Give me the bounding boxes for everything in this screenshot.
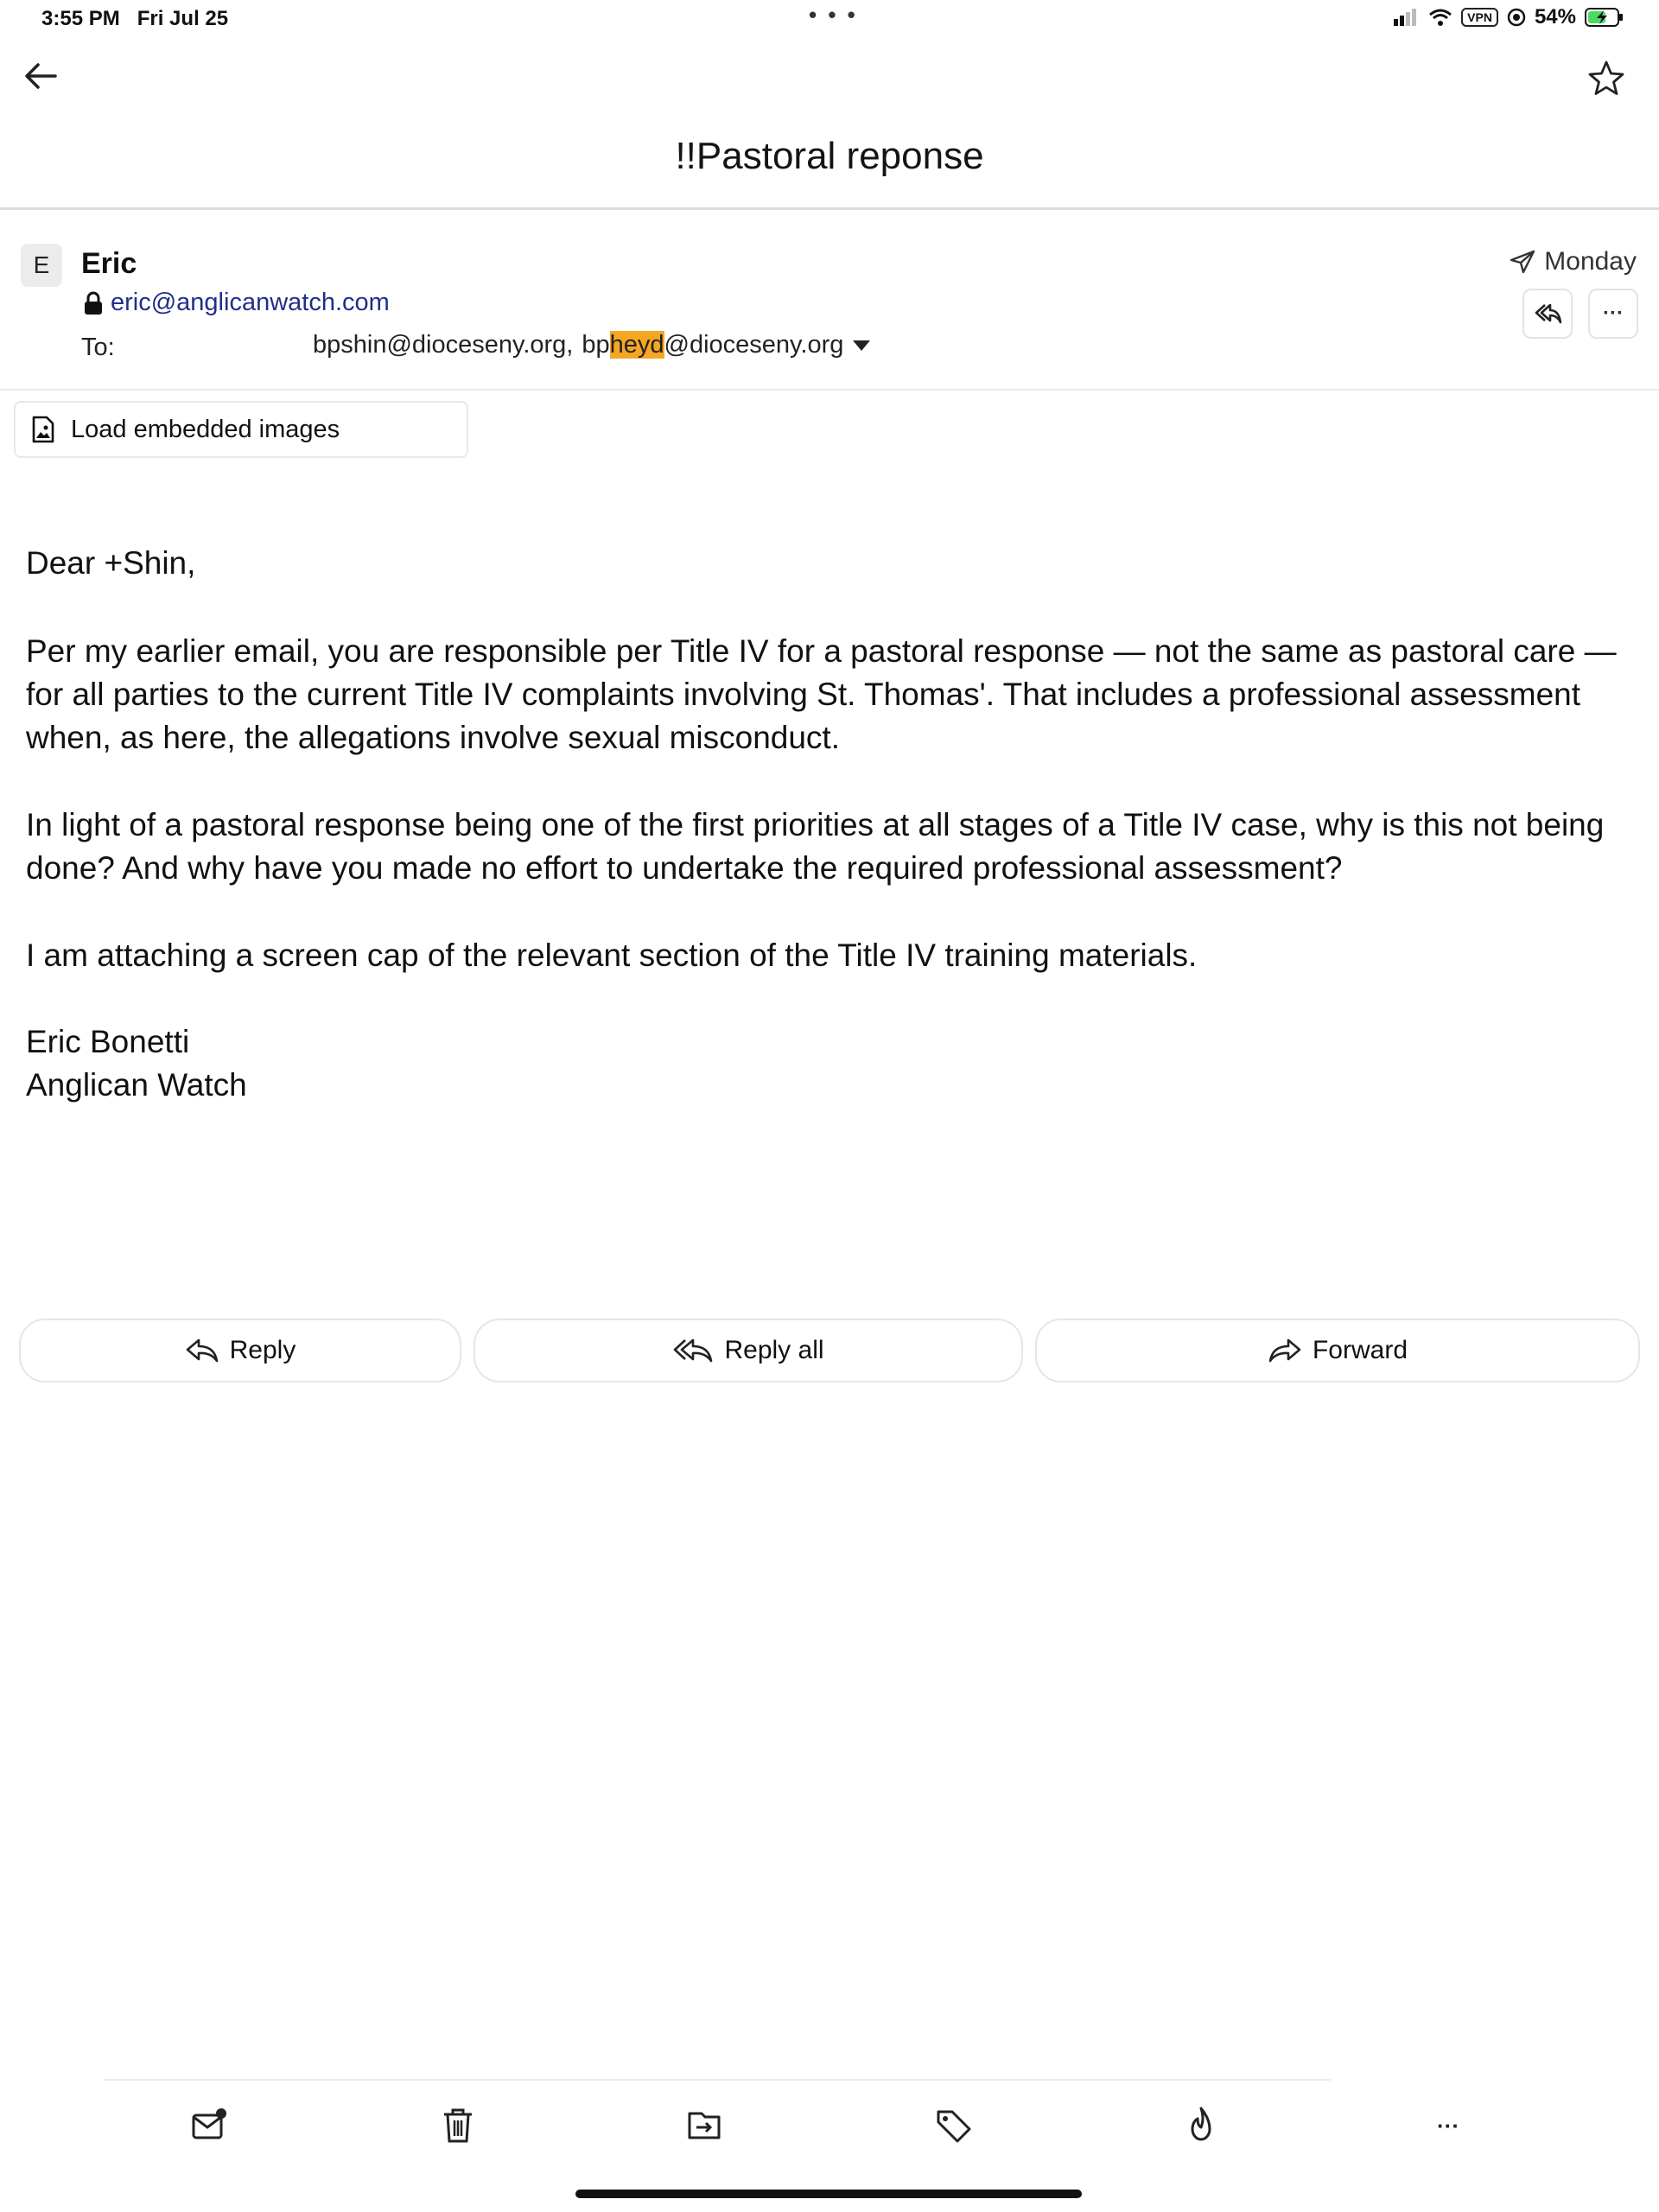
recipient-2-suffix: @dioceseny.org	[664, 331, 844, 359]
flame-icon[interactable]	[1179, 2103, 1224, 2148]
header-divider	[0, 207, 1659, 210]
sender-name[interactable]: Eric	[81, 247, 137, 280]
sender-email[interactable]	[83, 289, 390, 317]
recipient-2-highlight: heyd	[609, 331, 664, 359]
forward-icon	[1268, 1337, 1302, 1364]
reply-all-icon	[1533, 302, 1562, 326]
sender-divider	[0, 389, 1659, 391]
home-indicator[interactable]	[575, 2190, 1082, 2198]
sender-email-text[interactable]: eric@anglicanwatch.com	[111, 289, 390, 316]
body-paragraph-3: I am attaching a screen cap of the relevant section of the Title IV training materials.	[26, 938, 1198, 973]
more-options-button[interactable]	[1588, 289, 1638, 339]
back-arrow-icon[interactable]	[21, 55, 62, 97]
reply-all-button[interactable]	[474, 1319, 1023, 1382]
battery-percent: 54%	[1534, 5, 1576, 29]
star-icon[interactable]	[1586, 59, 1626, 99]
lock-icon	[83, 291, 104, 315]
forward-button[interactable]	[1035, 1319, 1640, 1382]
multitasking-dots[interactable]: • • •	[809, 2, 858, 28]
reply-label: Reply	[229, 1336, 296, 1364]
move-to-folder-icon[interactable]	[683, 2103, 728, 2148]
battery-icon	[1585, 7, 1624, 28]
focus-icon	[1507, 8, 1526, 27]
trash-icon[interactable]	[435, 2103, 480, 2148]
reply-all-icon	[672, 1337, 714, 1364]
email-subject: !!Pastoral reponse	[675, 135, 984, 177]
sent-date	[1510, 247, 1637, 276]
tag-icon[interactable]	[931, 2103, 976, 2148]
vpn-badge: VPN	[1461, 8, 1498, 27]
recipient-1[interactable]: bpshin@dioceseny.org,	[313, 331, 574, 359]
quick-reply-button[interactable]	[1522, 289, 1573, 339]
image-file-icon	[31, 416, 55, 443]
more-icon[interactable]: ···	[1437, 2113, 1459, 2139]
signal-icon	[1394, 9, 1420, 26]
signature-name: Eric Bonetti	[26, 1024, 190, 1059]
load-embedded-images-button[interactable]	[14, 401, 468, 458]
reply-button[interactable]	[19, 1319, 461, 1382]
status-time-text: 3:55 PM	[41, 7, 120, 30]
body-paragraph-1: Per my earlier email, you are responsible per Title IV for a pastoral response — not the same as pastoral care — for all parties to the current Title IV complaints involving St. Thomas'. That includes a professional assessment when, as here, the allegations involve sexual misconduct.	[26, 633, 1617, 755]
forward-label: Forward	[1312, 1336, 1408, 1364]
reply-icon	[185, 1337, 219, 1364]
body-paragraph-2: In light of a pastoral response being one of the first priorities at all stages of a Title IV case, why is this not being done? And why have you made no effort to undertake the required professional assessment?	[26, 807, 1605, 886]
send-icon	[1510, 250, 1535, 274]
body-greeting: Dear +Shin,	[26, 545, 196, 581]
toolbar-divider	[104, 2079, 1331, 2081]
reply-all-label: Reply all	[724, 1336, 824, 1364]
mark-unread-icon[interactable]	[187, 2103, 232, 2148]
status-date-text: Fri Jul 25	[137, 7, 229, 30]
recipient-2[interactable]	[582, 331, 843, 359]
recipients-list[interactable]	[313, 331, 871, 359]
more-icon: ···	[1603, 302, 1624, 325]
wifi-icon	[1428, 8, 1452, 27]
sent-date-text: Monday	[1544, 247, 1637, 276]
signature-org: Anglican Watch	[26, 1067, 247, 1103]
status-indicators	[1394, 5, 1624, 29]
avatar: E	[21, 244, 62, 287]
to-label: To:	[81, 334, 115, 361]
dropdown-caret-icon[interactable]	[852, 340, 871, 352]
status-time	[41, 7, 228, 31]
load-embedded-images-label: Load embedded images	[71, 415, 340, 443]
recipient-2-prefix: bp	[582, 331, 610, 359]
